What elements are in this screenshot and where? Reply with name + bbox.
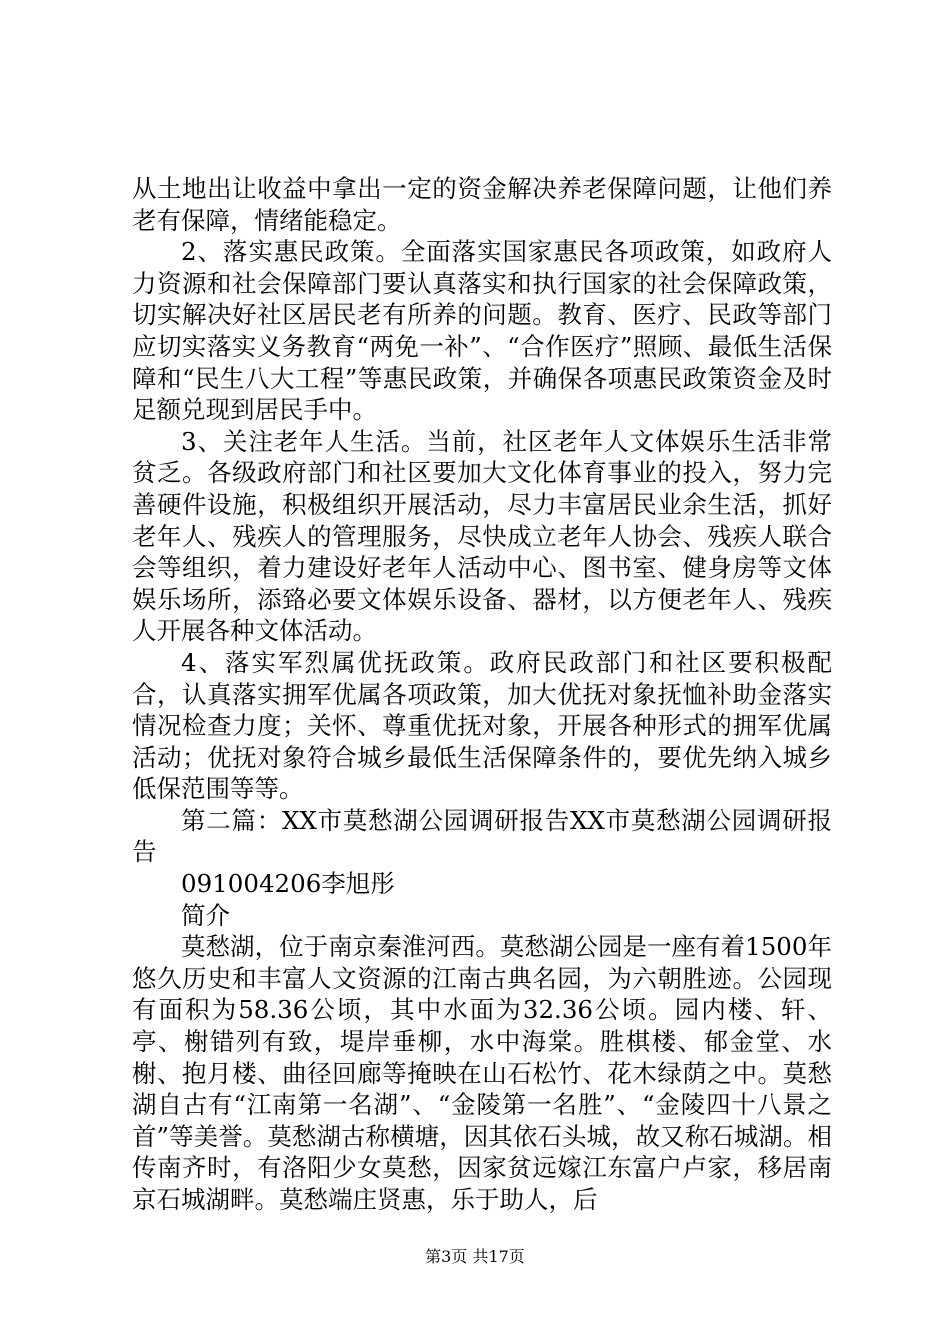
author-line: 091004206李旭彤: [181, 869, 395, 899]
paragraph-policy-3: 3、关注老年人生活。当前，社区老年人文体娱乐生活非常贫乏。各级政府部门和社区要加大文化体育事业的投入，努力完善硬件设施，积极组织开展活动，尽力丰富居民业余生活，抓好老年人、残疾人的管理服务，尽快成立老年人协会、残疾人联合会等组织，着力建设好老年人活动中心、图书室、健身房等文体娱乐场所，添臵必要文体娱乐设备、器材，以方便老年人、残疾人开展各种文体活动。: [132, 426, 832, 646]
section-heading: 第二篇：XX市莫愁湖公园调研报告XX市莫愁湖公园调研报告: [132, 805, 832, 867]
page-number-footer: 第3页 共17页: [425, 1247, 525, 1266]
paragraph-continuation: 从土地出让收益中拿出一定的资金解决养老保障问题，让他们养老有保障，情绪能稳定。: [132, 174, 832, 235]
paragraph-policy-2: 2、落实惠民政策。全面落实国家惠民各项政策，如政府人力资源和社会保障部门要认真落实和执行国家的社会保障政策，切实解决好社区居民老有所养的问题。教育、医疗、民政等部门应切实落实义务教育“两免一补”、“合作医疗”照顾、最低生活保障和“民生八大工程”等惠民政策，并确保各项惠民政策资金及时足额兑现到居民手中。: [132, 237, 832, 425]
intro-heading: 简介: [181, 900, 230, 930]
paragraph-policy-4: 4、落实军烈属优抚政策。政府民政部门和社区要积极配合，认真落实拥军优属各项政策，加大优抚对象抚恤补助金落实情况检查力度；关怀、尊重优抚对象，开展各种形式的拥军优属活动；优抚对象符合城乡最低生活保障条件的，要优先纳入城乡低保范围等等。: [132, 647, 832, 804]
paragraph-intro: 莫愁湖，位于南京秦淮河西。莫愁湖公园是一座有着1500年悠久历史和丰富人文资源的江南古典名园，为六朝胜迹。公园现有面积为58.36公顷，其中水面为32.36公顷。园内楼、轩、亭、榭错列有致，堤岸垂柳，水中海棠。胜棋楼、郁金堂、水榭、抱月楼、曲径回廊等掩映在山石松竹、花木绿荫之中。莫愁湖自古有“江南第一名湖”、“金陵第一名胜”、“金陵四十八景之首”等美誉。莫愁湖古称横塘，因其依石头城，故又称石城湖。相传南齐时，有洛阳少女莫愁，因家贫远嫁江东富户卢家，移居南京石城湖畔。莫愁端庄贤惠，乐于助人，后: [132, 932, 832, 1214]
document-body: [132, 173, 832, 1216]
